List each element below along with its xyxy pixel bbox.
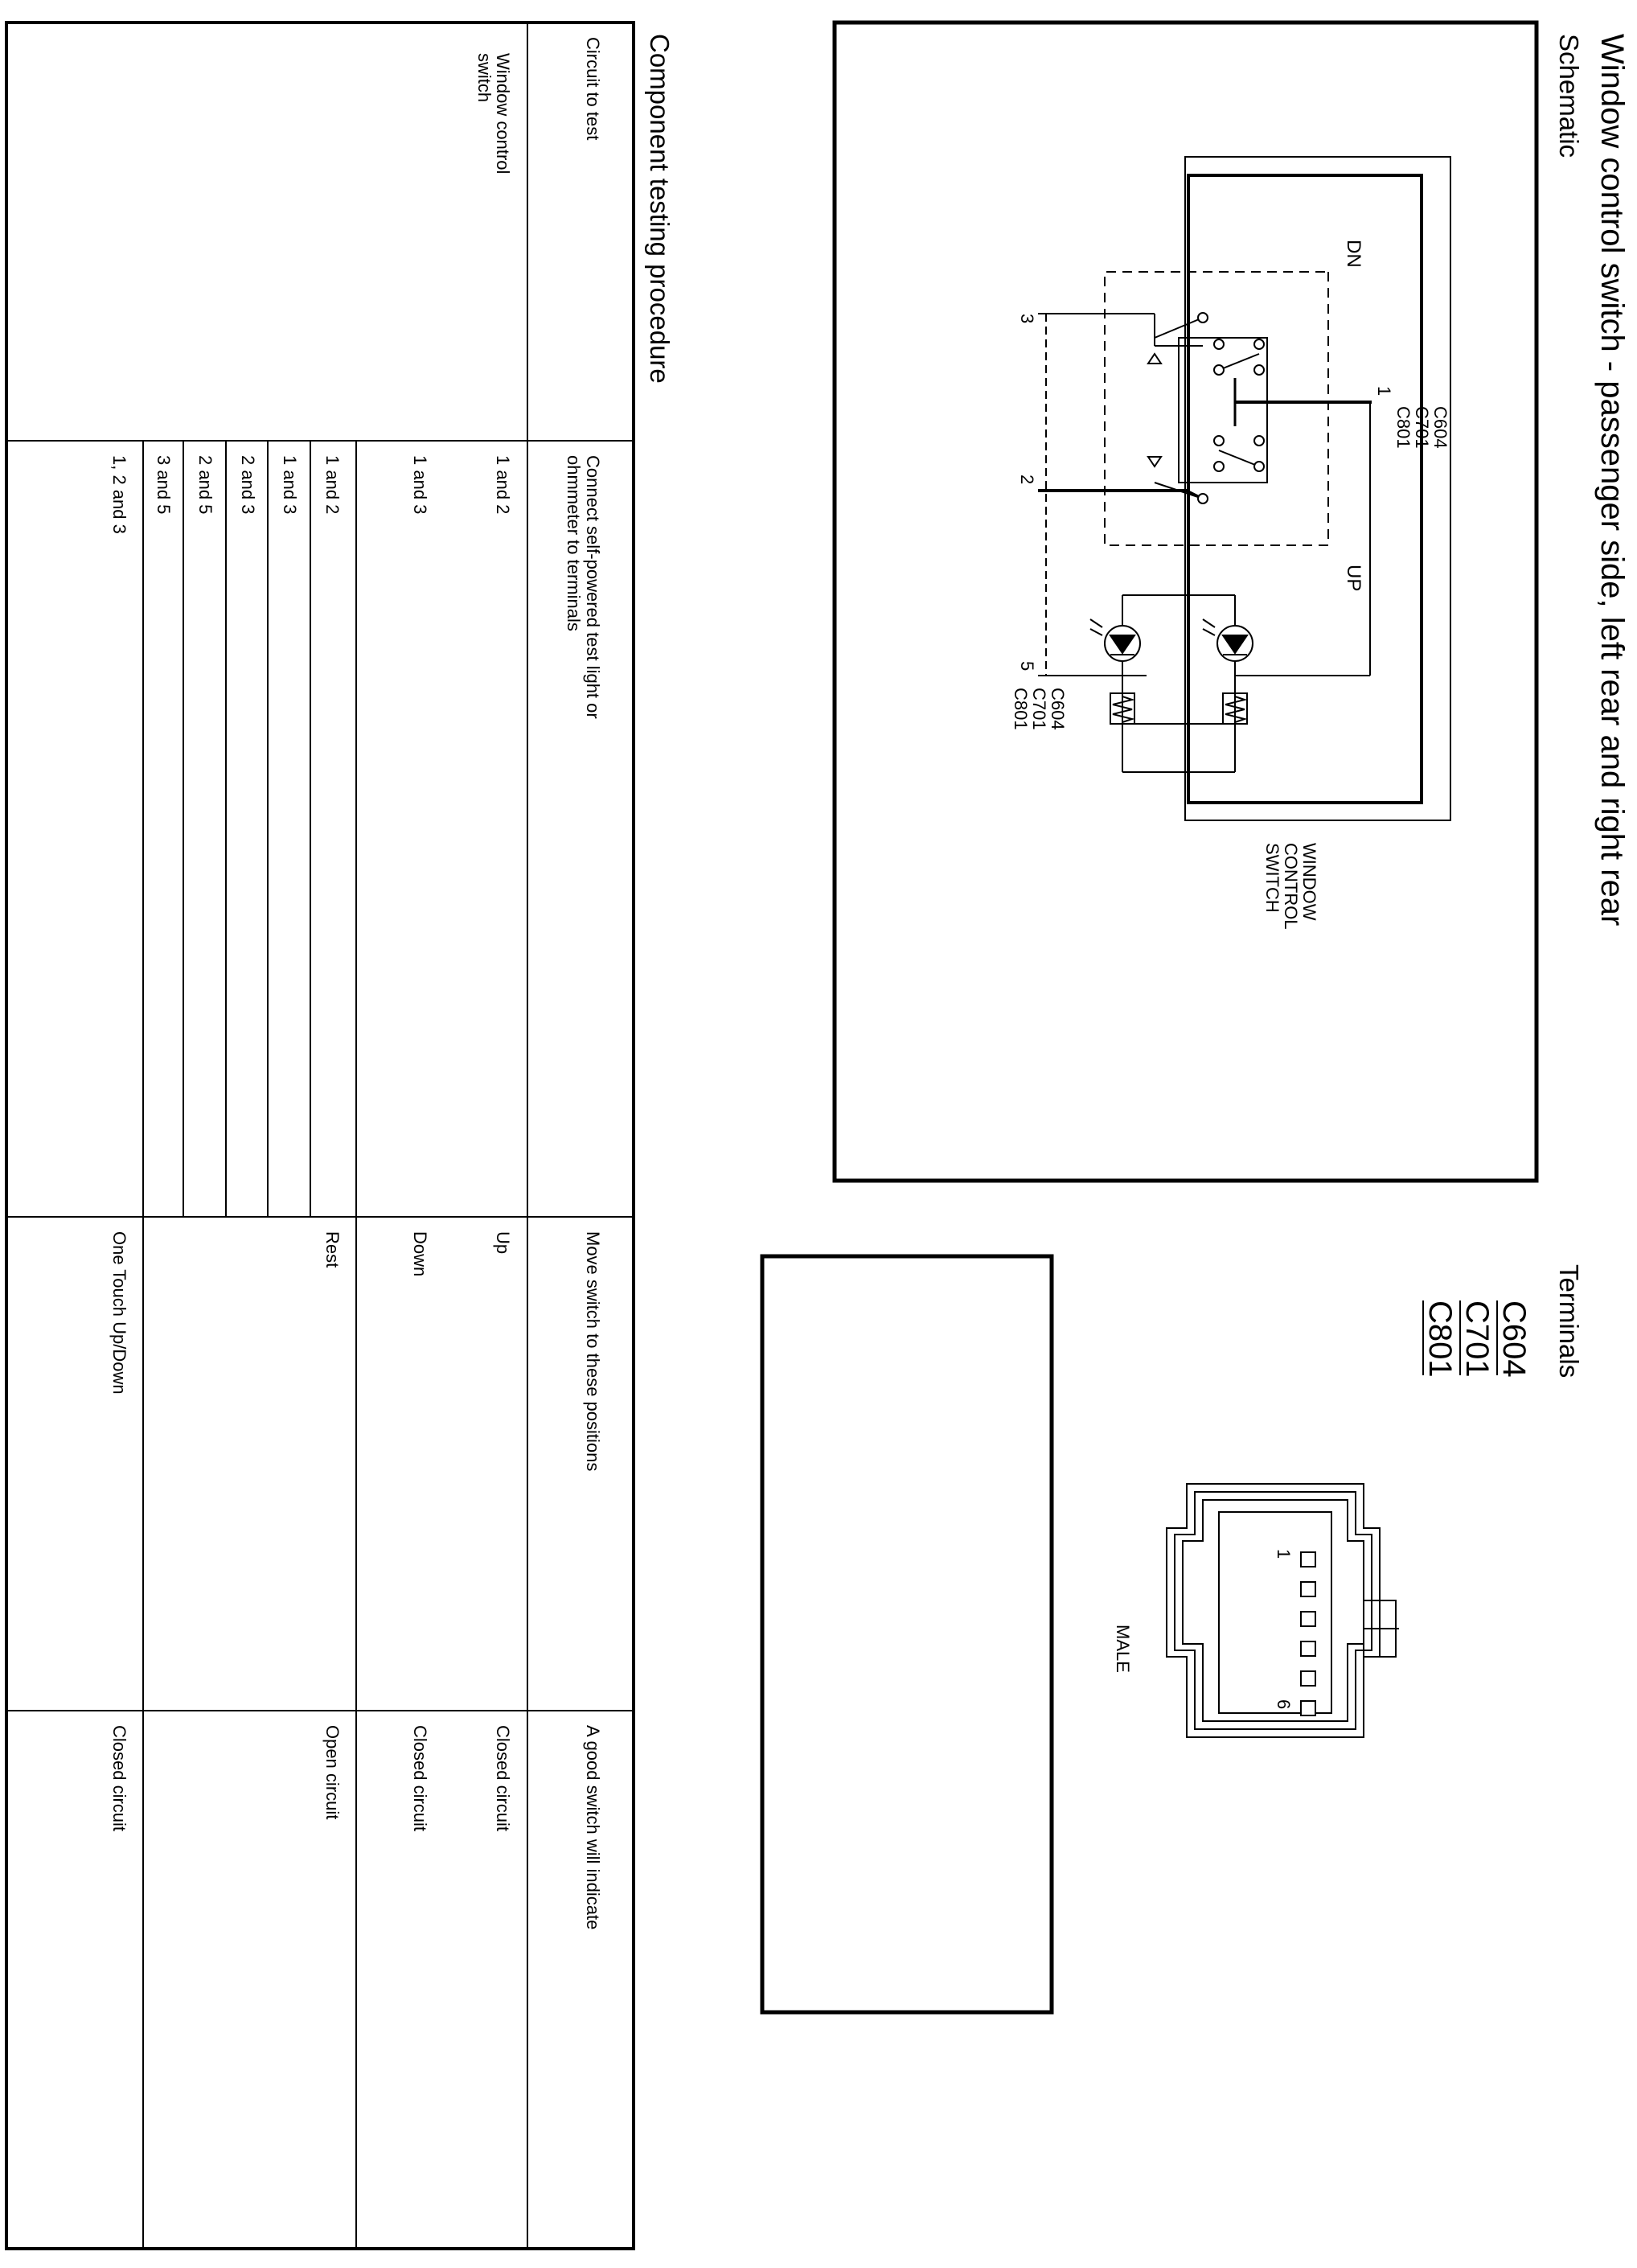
schematic-connector-c801-bottom: C801 bbox=[1011, 688, 1031, 730]
schematic-connector-c604-bottom: C604 bbox=[1048, 688, 1068, 730]
procedure-heading: Component testing procedure bbox=[645, 34, 675, 384]
schematic-connector-c801-top: C801 bbox=[1393, 406, 1413, 449]
down-position: Down bbox=[410, 1231, 430, 1277]
schematic-pin-3: 3 bbox=[1017, 314, 1037, 324]
terminal-gender: MALE bbox=[1113, 1625, 1133, 1673]
resistor-symbols bbox=[1110, 693, 1247, 724]
rest-terminals-1: 1 and 2 bbox=[322, 455, 343, 515]
terminals-diagram bbox=[762, 1256, 1532, 2012]
schematic-connector-c701-top: C701 bbox=[1412, 406, 1432, 449]
rest-terminals-2: 1 and 3 bbox=[280, 455, 300, 515]
circuit-name-line-2: switch bbox=[474, 53, 494, 103]
component-name-line-1: WINDOW bbox=[1299, 843, 1319, 921]
rest-terminals-4: 2 and 5 bbox=[195, 455, 215, 515]
page-title: Window control switch - passenger side, left rear and right rear bbox=[1594, 34, 1630, 927]
rest-terminals-3: 2 and 3 bbox=[238, 455, 258, 515]
rest-result: Open circuit bbox=[322, 1725, 343, 1820]
switch-wiring bbox=[1038, 314, 1372, 772]
up-label: UP bbox=[1343, 565, 1364, 592]
switch-arrows bbox=[1148, 354, 1161, 466]
onetouch-result: Closed circuit bbox=[109, 1725, 129, 1832]
schematic-pin-1: 1 bbox=[1374, 386, 1394, 396]
schematic-pin-2: 2 bbox=[1017, 475, 1037, 485]
led-symbols bbox=[1090, 595, 1253, 693]
terminal-cavities bbox=[1301, 1552, 1315, 1715]
schematic-pin-5: 5 bbox=[1017, 661, 1037, 672]
up-position: Up bbox=[493, 1231, 513, 1255]
up-terminals: 1 and 2 bbox=[493, 455, 513, 515]
circuit-name-line-1: Window control bbox=[493, 53, 513, 175]
procedure-table bbox=[0, 23, 634, 2249]
schematic-connector-c604-top: C604 bbox=[1430, 406, 1450, 449]
switch-contacts bbox=[1198, 313, 1264, 503]
terminal-pin-1: 1 bbox=[1274, 1549, 1294, 1559]
rest-position: Rest bbox=[322, 1231, 343, 1268]
col-header-connect-line-2: ohmmeter to terminals bbox=[564, 455, 584, 631]
terminals-label: Terminals bbox=[1554, 1264, 1584, 1378]
schematic-connector-c701-bottom: C701 bbox=[1029, 688, 1049, 730]
onetouch-terminals: 1, 2 and 3 bbox=[109, 455, 129, 534]
col-header-connect-line-1: Connect self-powered test light or bbox=[583, 455, 603, 719]
component-name-line-2: CONTROL bbox=[1281, 843, 1301, 930]
down-terminals: 1 and 3 bbox=[410, 455, 430, 515]
terminal-pin-6: 6 bbox=[1274, 1699, 1294, 1710]
component-name-line-3: SWITCH bbox=[1262, 843, 1282, 913]
terminal-connector-c801: C801 bbox=[1422, 1300, 1458, 1378]
col-header-circuit: Circuit to test bbox=[583, 37, 603, 141]
col-header-move: Move switch to these positions bbox=[583, 1231, 603, 1472]
switch-housing-outer bbox=[1185, 157, 1450, 820]
schematic-label: Schematic bbox=[1554, 34, 1584, 158]
down-result: Closed circuit bbox=[410, 1725, 430, 1832]
terminals-frame bbox=[762, 1256, 1052, 2012]
terminal-connector-c701: C701 bbox=[1459, 1300, 1495, 1378]
schematic-diagram bbox=[835, 23, 1536, 1181]
terminal-connector-c604: C604 bbox=[1496, 1300, 1532, 1378]
rest-terminals-5: 3 and 5 bbox=[154, 455, 174, 515]
up-result: Closed circuit bbox=[493, 1725, 513, 1832]
onetouch-position: One Touch Up/Down bbox=[109, 1231, 129, 1395]
dn-label: DN bbox=[1343, 240, 1364, 268]
col-header-result: A good switch will indicate bbox=[583, 1725, 603, 1930]
